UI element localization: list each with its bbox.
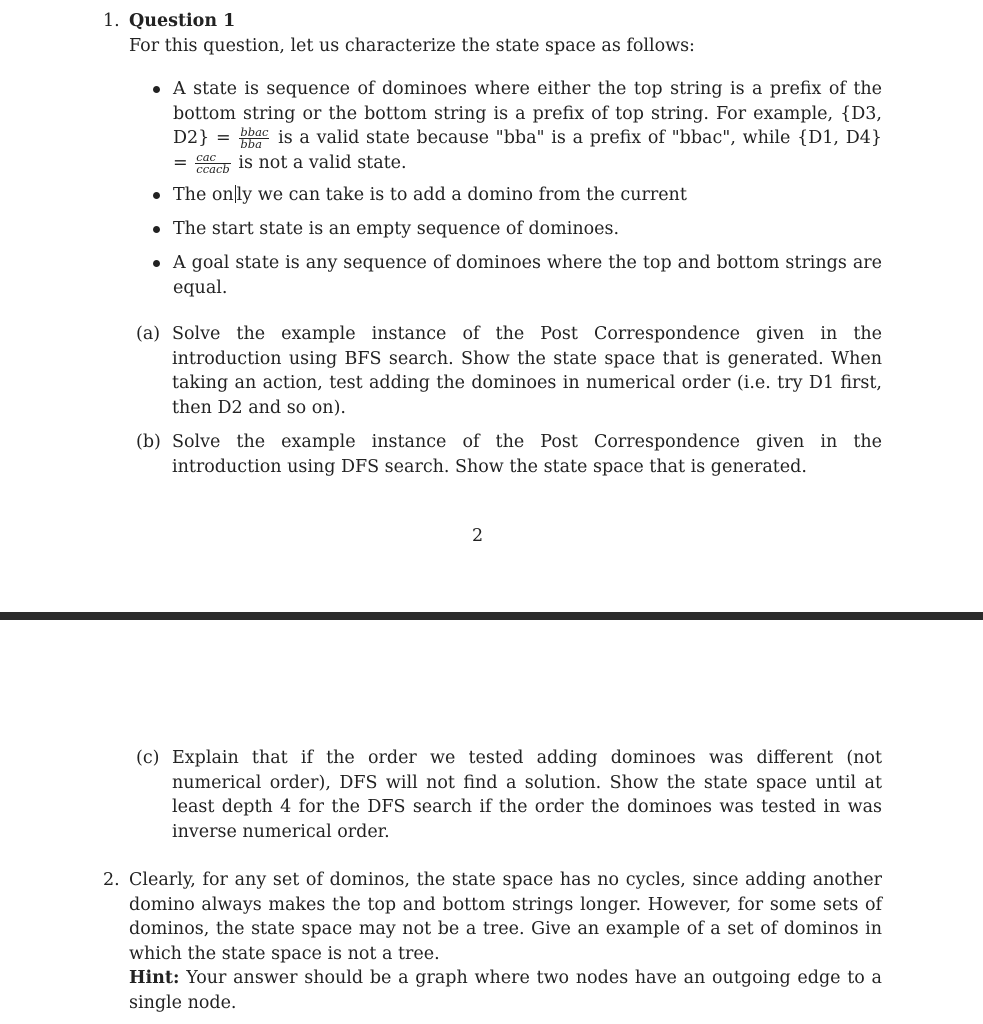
part-c-text: Explain that if the order we tested adding dominoes was different (not numerical order), DFS will not find a solution. Show the state space until at least depth 4 for the DFS search if the order the dominoes was tested in was inverse numerical order. xyxy=(172,748,882,842)
page-number: 2 xyxy=(472,526,484,546)
document-page-2 xyxy=(0,620,983,1024)
domino-fraction-cac-ccacb xyxy=(195,149,231,176)
question-1-intro: For this question, let us characterize the state space as follows: xyxy=(129,36,695,56)
fraction-top: bbac xyxy=(240,125,269,139)
bullet-icon xyxy=(153,226,160,233)
state-definition-text: A state is sequence of dominoes where either the top string is a prefix of the bottom string or the bottom string is a prefix of top string. For example, {D3, D2} = xyxy=(173,79,882,148)
fraction-bottom: ccacb xyxy=(196,161,230,176)
bullet-icon xyxy=(153,192,160,199)
state-definition-text-3: is not a valid state. xyxy=(238,152,407,173)
fraction-top: cac xyxy=(195,152,231,164)
part-b-label: (b) xyxy=(136,432,161,452)
bullet-icon xyxy=(153,86,160,93)
action-text-start: The on xyxy=(173,185,234,205)
question-1-title: Question 1 xyxy=(129,11,236,31)
hint-text: Your answer should be a graph where two nodes have an outgoing edge to a single node. xyxy=(129,968,882,1013)
fraction-bottom: bba xyxy=(240,137,262,151)
text-cursor-icon xyxy=(235,185,236,203)
part-c-label: (c) xyxy=(136,748,160,768)
start-state-text: The start state is an empty sequence of dominoes. xyxy=(173,219,620,239)
domino-fraction-bbac-bba xyxy=(239,127,269,150)
question-2-text: Clearly, for any set of dominos, the state space has no cycles, since adding another domino always makes the top and bottom strings longer. However, for some sets of dominos, the state space may not be a tree. Give an example of a set of dominos in which the state space is not a tree. xyxy=(129,870,882,964)
action-text-end: ly we can take is to add a domino from the current xyxy=(236,185,687,205)
question-2-hint xyxy=(129,966,882,1015)
hint-label: Hint: xyxy=(129,968,180,988)
part-b-text: Solve the example instance of the Post Correspondence given in the introduction using DFS search. Show the state space that is generated. xyxy=(172,432,882,477)
equals-sign: = xyxy=(173,152,188,173)
part-a-text: Solve the example instance of the Post Correspondence given in the introduction using BFS search. Show the state space that is generated. When taking an action, test adding the dominoes in numerical order (i.e. try D1 first, then D2 and so on). xyxy=(172,324,882,418)
question-2-number: 2. xyxy=(103,870,120,890)
bullet-icon xyxy=(153,260,160,267)
goal-state-text: A goal state is any sequence of dominoes where the top and bottom strings are equal. xyxy=(173,253,882,298)
page-divider xyxy=(0,612,983,620)
question-1-number: 1. xyxy=(103,11,120,31)
state-definition-text-2: is a valid state because "bba" is a prefix of "bbac", while {D1, D4} xyxy=(278,128,882,148)
part-a-label: (a) xyxy=(136,324,161,344)
